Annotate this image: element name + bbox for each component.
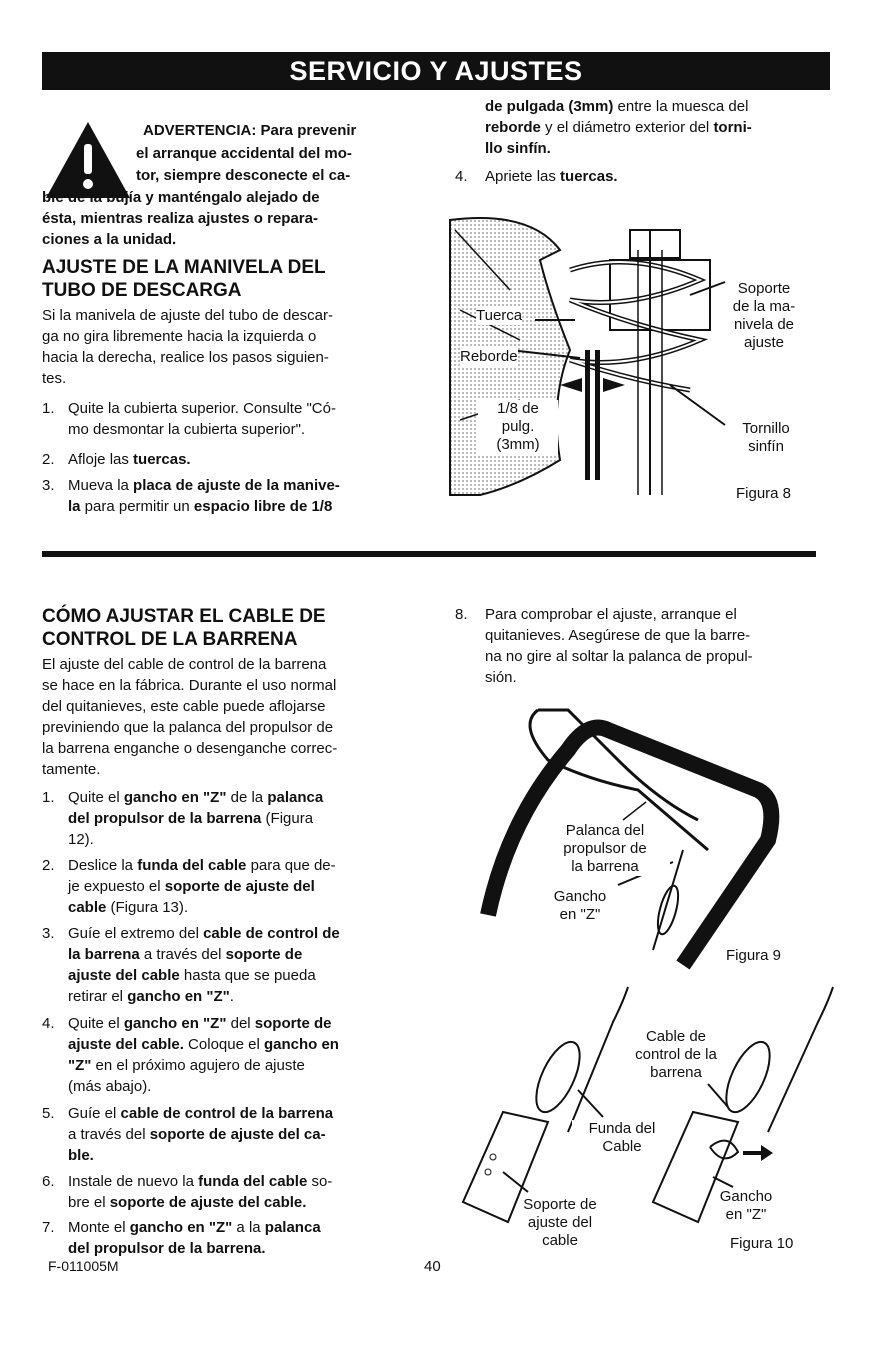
section2-intro-4: previniendo que la palanca del propulsor de: [42, 719, 334, 736]
section1-intro-1: Si la manivela de ajuste del tubo de descar-: [42, 307, 334, 324]
section1-intro-4: tes.: [42, 370, 67, 387]
section2-intro-6: tamente.: [42, 761, 101, 778]
figure10-label-soporte: Soporte de ajuste del cable: [523, 1196, 597, 1249]
section1-continued-2: reborde y el diámetro exterior del torni-: [485, 119, 752, 136]
page-banner: SERVICIO Y AJUSTES: [42, 52, 830, 90]
figure8-label-soporte: Soporte de la ma- nivela de ajuste: [732, 280, 796, 351]
figure10-label-gancho: Gancho en "Z": [719, 1188, 773, 1223]
section2-step-4: 4. Quite el gancho en "Z" del soporte de ajuste del cable. Coloque el gancho en "Z" en el próximo agujero de ajuste (más abajo).: [42, 1015, 339, 1095]
footer-code: F-011005M: [48, 1258, 119, 1274]
figure9-label-gancho: Gancho en "Z": [540, 888, 620, 924]
section1-step-4: [455, 167, 835, 189]
section2-heading-2: CONTROL DE LA BARRENA: [42, 629, 298, 650]
step-text: Apriete las tuercas.: [485, 168, 618, 185]
section1-continued-1: de pulgada (3mm) entre la muesca del: [485, 98, 749, 115]
section1-continued-3: llo sinfín.: [485, 140, 551, 157]
warning-line-5: ésta, mientras realiza ajustes o repara-: [42, 210, 318, 227]
section2-step-2: 2. Deslice la funda del cable para que de- je expuesto el soporte de ajuste del cable (Figura 13).: [42, 857, 336, 916]
figure8-label-tuerca: Tuerca: [476, 307, 523, 324]
section2-intro-1: El ajuste del cable de control de la barrena: [42, 656, 327, 673]
section2-step-7: 7. Monte el gancho en "Z" a la palanca del propulsor de la barrena.: [42, 1219, 321, 1257]
step-text: la para permitir un espacio libre de 1/8: [68, 498, 333, 515]
warning-line-6: ciones a la unidad.: [42, 231, 177, 248]
figure-10-illustration: [448, 982, 848, 1242]
figure10-label-funda: Funda del Cable: [572, 1120, 672, 1156]
figure8-label-tornillo: Tornillo sinfín: [742, 420, 790, 455]
section1-step-1: [42, 399, 442, 443]
step-number: 4.: [455, 168, 468, 185]
figure8-caption: Figura 8: [736, 485, 792, 502]
section2-step-5: 5. Guíe el cable de control de la barrena a través del soporte de ajuste del ca- ble.: [42, 1105, 334, 1164]
section-divider: [42, 551, 816, 557]
section1-step-2: [42, 450, 442, 472]
section2-intro-3: del quitanieves, este cable puede aflojarse: [42, 698, 326, 715]
warning-line-3: tor, siempre desconecte el ca-: [136, 167, 351, 184]
section2-intro-5: la barrena enganche o desenganche correc-: [42, 740, 338, 757]
section1-intro-3: hacia la derecha, realice los pasos siguien-: [42, 349, 329, 366]
figure9-caption: Figura 9: [726, 947, 782, 964]
step-number: 2.: [42, 451, 55, 468]
step-text: Quite la cubierta superior. Consulte "Có-: [68, 400, 336, 417]
warning-line-1: ADVERTENCIA: Para prevenir: [143, 122, 357, 139]
section2-step-1: 1. Quite el gancho en "Z" de la palanca del propulsor de la barrena (Figura 12).: [42, 789, 324, 848]
step-number: 3.: [42, 477, 55, 494]
warning-line-2: el arranque accidental del mo-: [136, 145, 352, 162]
section2-heading-1: CÓMO AJUSTAR EL CABLE DE: [42, 606, 326, 627]
figure8-label-reborde: Reborde: [460, 348, 518, 365]
section1-heading-2: TUBO DE DESCARGA: [42, 280, 242, 301]
figure9-label-palanca: Palanca del propulsor de la barrena: [540, 822, 670, 876]
figure10-caption: Figura 10: [730, 1235, 794, 1252]
step-text: mo desmontar la cubierta superior".: [68, 421, 306, 438]
section1-step-3: [42, 476, 442, 520]
figure8-label-gap: 1/8 de pulg. (3mm): [478, 400, 558, 454]
section1-heading-1: AJUSTE DE LA MANIVELA DEL: [42, 257, 326, 278]
section2-intro-2: se hace en la fábrica. Durante el uso normal: [42, 677, 337, 694]
section1-intro-2: ga no gira libremente hacia la izquierda o: [42, 328, 317, 345]
page-number: 40: [424, 1258, 441, 1275]
section2-step-6: 6. Instale de nuevo la funda del cable so- bre el soporte de ajuste del cable.: [42, 1173, 333, 1211]
figure10-label-cable: Cable de control de la barrena: [635, 1028, 717, 1081]
warning-line-4: ble de la bujía y manténgalo alejado de: [42, 189, 320, 206]
step-number: 1.: [42, 400, 55, 417]
section2-step-3: 3. Guíe el extremo del cable de control de la barrena a través del soporte de ajuste del cable hasta que se pueda retirar el gancho en "Z".: [42, 925, 340, 1005]
step-text: Mueva la placa de ajuste de la manive-: [68, 477, 340, 494]
step-text: Afloje las tuercas.: [68, 451, 191, 468]
section2-step-8: 8. Para comprobar el ajuste, arranque el quitanieves. Asegúrese de que la barre- na no gire al soltar la palanca de propul- sión.: [455, 606, 753, 686]
